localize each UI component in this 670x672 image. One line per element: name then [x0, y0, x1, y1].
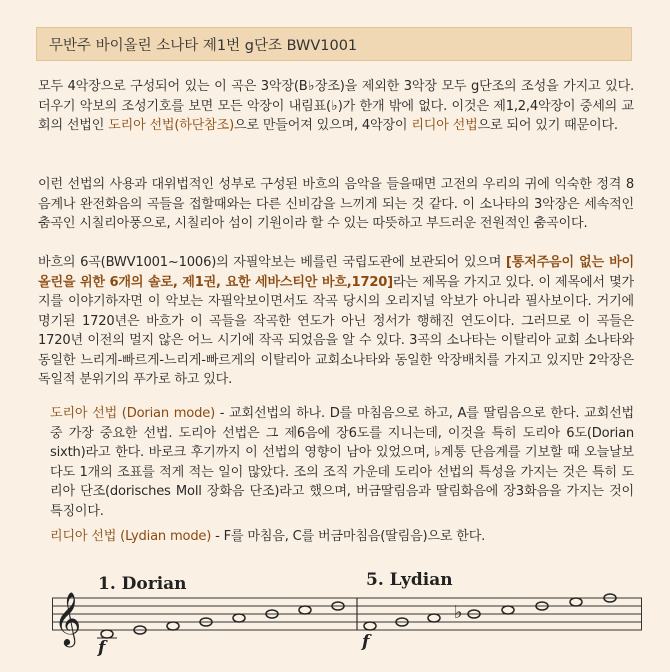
dorian-notes: [97, 602, 344, 638]
music-staff: [52, 568, 648, 668]
text-span: 바흐의 6곡(BWV1001~1006)의 자필악보는 베를린 국립도관에 보관되어 있으며: [38, 255, 506, 270]
note-icon: [233, 614, 245, 622]
note-icon: [364, 622, 376, 630]
note-icon: [502, 606, 514, 614]
definition-text: - F를 마침음, C를 버금마침음(딸림음)으로 한다.: [211, 529, 486, 544]
staff-label-dorian: 1. Dorian: [98, 574, 187, 594]
page-title-bar: [36, 27, 632, 61]
staff-lines: [52, 598, 642, 630]
dynamic-f-lydian: f: [362, 632, 370, 652]
definition-lydian: [50, 527, 634, 547]
note-icon: [570, 598, 582, 606]
lydian-notes: [364, 594, 616, 630]
page-title: 무반주 바이올린 소나타 제1번 g단조 BWV1001: [49, 37, 358, 54]
note-icon: [299, 606, 311, 614]
dynamic-f-dorian: f: [98, 638, 106, 658]
note-icon: [167, 622, 179, 630]
text-span: 모두 4악장으로 구성되어 있는 이 곡은 3악장(B♭장조)을 제외한 3악장 모두 g단조의 조성을 가지고 있다. 더우기 악보의 조성기호를 보면 모든 악장이 내림표(♭)가 한개 밖에 없다. 이것은 제1,2,4악장이 중세의 교회의 선법인: [38, 79, 634, 133]
highlight-manuscript-title: [통저주음이 없는 바이올린을 위한 6개의 솔로, 제1권, 요한 세바스티안 바흐,1720]: [38, 255, 634, 290]
term-dorian: 도리아 선법 (Dorian mode): [50, 406, 215, 421]
note-icon: [101, 630, 113, 638]
paragraph-manuscript: [38, 253, 634, 390]
term-lydian: 리디아 선법 (Lydian mode): [50, 529, 212, 544]
staff-label-lydian: 5. Lydian: [366, 570, 453, 590]
paragraph-modes: 이런 선법의 사용과 대위법적인 성부로 구성된 바흐의 음악을 들을때면 고전의 우리의 귀에 익숙한 정격 8음계나 완전화음의 곡들을 접할때와는 다른 신비감을 느끼게 되는 것 같다. 이 소나타의 3악장은 세속적인 춤곡인 시칠리아풍으로, 시칠리아 섬이 기원이라 할 수 있는 따뜻하고 부드러운 전원적인 춤곡이다.: [38, 177, 634, 231]
paragraph-intro: [38, 77, 634, 136]
definition-dorian: [50, 404, 634, 521]
text-span: 으로 만들어져 있으며, 4악장이: [234, 118, 412, 133]
definition-text: - 교회선법의 하나. D를 마침음으로 하고, A를 딸림음으로 한다. 교회선법 중 가장 중요한 선법. 도리아 선법은 그 제6음에 장6도를 지니는데, 이것을 특히 도리아 6도(Dorian sixth)라고 한다. 바로크 후기까지 이 선법의 영향이 남아 있었으며, ♭계통 단음계를 기보할 때 오늘날보다도 1개의 조표를 적게 적는 일이 많았다. 조의 조직 가운데 도리아 선법의 특성을 가지는 것은 특히 도리아 단조(dorisches Moll 장화음 단조)라고 했으며, 버금딸림음과 딸림화음에 장3화음을 가지는 것이 특징이다.: [50, 406, 634, 519]
highlight-dorian: 도리아 선법(하단참조): [108, 118, 234, 133]
highlight-lydian: 리디아 선법: [411, 118, 478, 133]
flat-sign-icon: ♭: [454, 602, 463, 623]
treble-clef-icon: 𝄞: [54, 591, 82, 645]
text-span: 으로 되어 있기 때문이다.: [477, 118, 618, 133]
text-span: 라는 제목을 가지고 있다. 이 제목에서 몇가지를 이야기하자면 이 악보는 자필악보이면서도 작곡 당시의 오리지널 악보가 아니라 필사보이다. 거기에 명기된 1720년은 바흐가 이 곡들을 작곡한 연도가 아닌 정서가 행해진 연도이다. 그러므로 이 곡들은 1720년 이전의 멀지 않은 어느 시기에 작곡 되었음을 알 수 있다. 3곡의 소나타는 이탈리아 교회 소나타와 동일한 느리게-빠르게-느리게-빠르게의 이탈리아 교회소나타와 동일한 악장배치를 가지고 있지만 2악장은 독일적 분위기의 푸가로 하고 있다.: [38, 274, 634, 387]
note-icon: [428, 614, 440, 622]
